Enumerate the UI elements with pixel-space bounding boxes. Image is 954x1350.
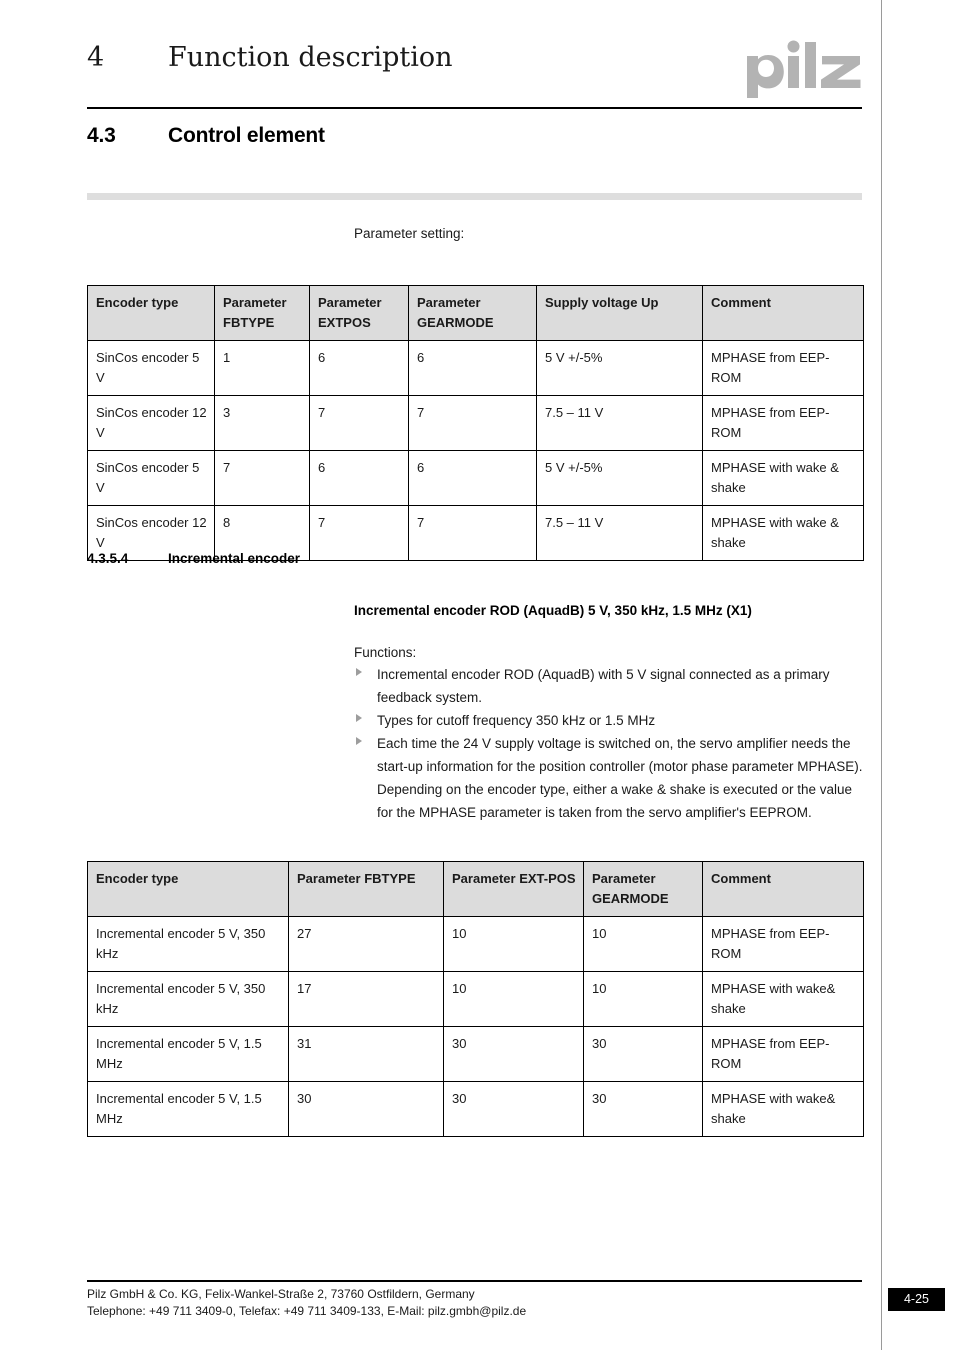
cell-comment: MPHASE with wake & shake xyxy=(703,451,864,506)
page-header xyxy=(87,42,862,108)
subsection-heading xyxy=(87,551,862,573)
list-item-text: Incremental encoder ROD (AquadB) with 5 V signal connected as a primary feedback system. xyxy=(377,667,830,705)
cell-supply-voltage: 7.5 – 11 V xyxy=(537,396,703,451)
cell-gearmode: 30 xyxy=(584,1027,703,1082)
cell-gearmode: 7 xyxy=(409,396,537,451)
cell-extpos: 6 xyxy=(310,341,409,396)
column-header-gearmode: Parameter GEARMODE xyxy=(584,862,703,917)
footer-address-line-1: Pilz GmbH & Co. KG, Felix-Wankel-Straße 2, 73760 Ostfildern, Germany xyxy=(87,1287,475,1301)
cell-gearmode: 30 xyxy=(584,1082,703,1137)
page-number-badge: 4-25 xyxy=(888,1288,945,1311)
column-header-fbtype: Parameter FBTYPE xyxy=(215,286,310,341)
footer-rule xyxy=(87,1280,862,1282)
table-row xyxy=(88,917,864,972)
column-header-extpos: Parameter EXT-POS xyxy=(444,862,584,917)
triangle-bullet-icon xyxy=(356,737,362,745)
cell-fbtype: 7 xyxy=(215,451,310,506)
chapter-title: Function description xyxy=(168,42,453,73)
cell-extpos: 30 xyxy=(444,1082,584,1137)
block-subtitle: Incremental encoder ROD (AquadB) 5 V, 350 kHz, 1.5 MHz (X1) xyxy=(354,603,752,618)
cell-gearmode: 6 xyxy=(409,451,537,506)
table-row xyxy=(88,451,864,506)
incremental-encoder-table xyxy=(87,861,864,1137)
column-header-comment: Comment xyxy=(703,862,864,917)
cell-comment: MPHASE from EEP-ROM xyxy=(703,341,864,396)
column-header-fbtype: Parameter FBTYPE xyxy=(289,862,444,917)
cell-encoder-type: Incremental encoder 5 V, 1.5 MHz xyxy=(88,1027,289,1082)
cell-comment: MPHASE from EEP-ROM xyxy=(703,1027,864,1082)
column-header-supply-voltage: Supply voltage Up xyxy=(537,286,703,341)
cell-encoder-type: Incremental encoder 5 V, 350 kHz xyxy=(88,917,289,972)
cell-extpos: 10 xyxy=(444,917,584,972)
cell-gearmode: 10 xyxy=(584,917,703,972)
cell-extpos: 10 xyxy=(444,972,584,1027)
cell-supply-voltage: 7.5 – 11 V xyxy=(537,506,703,561)
functions-label: Functions: xyxy=(354,645,417,660)
section-number: 4.3 xyxy=(87,124,116,147)
chapter-number: 4 xyxy=(87,42,105,73)
cell-comment: MPHASE from EEP-ROM xyxy=(703,396,864,451)
triangle-bullet-icon xyxy=(356,714,362,722)
column-header-encoder-type: Encoder type xyxy=(88,862,289,917)
cell-encoder-type: SinCos encoder 5 V xyxy=(88,341,215,396)
table-row xyxy=(88,341,864,396)
column-header-gearmode: Parameter GEARMODE xyxy=(409,286,537,341)
subsection-title: Incremental encoder xyxy=(168,551,301,566)
cell-encoder-type: SinCos encoder 12 V xyxy=(88,506,215,561)
table-row xyxy=(88,972,864,1027)
cell-comment: MPHASE with wake & shake xyxy=(703,506,864,561)
list-item-text: Types for cutoff frequency 350 kHz or 1.5 MHz xyxy=(377,713,656,728)
cell-fbtype: 3 xyxy=(215,396,310,451)
column-header-extpos: Parameter EXTPOS xyxy=(310,286,409,341)
footer-address-line-2: Telephone: +49 711 3409-0, Telefax: +49 711 3409-133, E-Mail: pilz.gmbh@pilz.de xyxy=(87,1304,527,1318)
cell-fbtype: 31 xyxy=(289,1027,444,1082)
cell-comment: MPHASE from EEP-ROM xyxy=(703,917,864,972)
list-item xyxy=(354,709,866,732)
list-item xyxy=(354,732,866,824)
section-title: Control element xyxy=(168,124,325,147)
cell-extpos: 6 xyxy=(310,451,409,506)
triangle-bullet-icon xyxy=(356,668,362,676)
cell-extpos: 7 xyxy=(310,396,409,451)
section-heading xyxy=(87,124,862,156)
cell-fbtype: 1 xyxy=(215,341,310,396)
cell-extpos: 30 xyxy=(444,1027,584,1082)
table-header-row xyxy=(88,286,864,341)
cell-gearmode: 10 xyxy=(584,972,703,1027)
cell-encoder-type: Incremental encoder 5 V, 350 kHz xyxy=(88,972,289,1027)
header-rule xyxy=(87,107,862,109)
cell-comment: MPHASE with wake& shake xyxy=(703,1082,864,1137)
list-item-text: Each time the 24 V supply voltage is switched on, the servo amplifier needs the start-up information for the position controller (motor phase parameter MPHASE). Depending on the encoder type, either a wake & shake is executed or the value for the MPHASE parameter is taken from the servo amplifier's EEPROM. xyxy=(377,736,863,820)
cell-supply-voltage: 5 V +/-5% xyxy=(537,341,703,396)
cell-encoder-type: SinCos encoder 12 V xyxy=(88,396,215,451)
pilz-logo xyxy=(745,40,862,100)
table-row xyxy=(88,396,864,451)
functions-bullet-list xyxy=(354,663,866,824)
cell-fbtype: 17 xyxy=(289,972,444,1027)
column-header-comment: Comment xyxy=(703,286,864,341)
cell-fbtype: 27 xyxy=(289,917,444,972)
cell-fbtype: 8 xyxy=(215,506,310,561)
cell-encoder-type: Incremental encoder 5 V, 1.5 MHz xyxy=(88,1082,289,1137)
footer-address xyxy=(87,1286,787,1320)
cell-fbtype: 30 xyxy=(289,1082,444,1137)
cell-gearmode: 7 xyxy=(409,506,537,561)
table-row xyxy=(88,1027,864,1082)
column-header-encoder-type: Encoder type xyxy=(88,286,215,341)
cell-extpos: 7 xyxy=(310,506,409,561)
subsection-number: 4.3.5.4 xyxy=(87,551,129,566)
list-item xyxy=(354,663,866,709)
cell-gearmode: 6 xyxy=(409,341,537,396)
table-header-row xyxy=(88,862,864,917)
sincos-encoder-table xyxy=(87,285,864,561)
cell-encoder-type: SinCos encoder 5 V xyxy=(88,451,215,506)
cell-supply-voltage: 5 V +/-5% xyxy=(537,451,703,506)
right-margin-rule xyxy=(881,0,882,1350)
cell-comment: MPHASE with wake& shake xyxy=(703,972,864,1027)
section-divider-band xyxy=(87,193,862,200)
parameter-setting-label: Parameter setting: xyxy=(354,226,465,241)
table-row xyxy=(88,1082,864,1137)
